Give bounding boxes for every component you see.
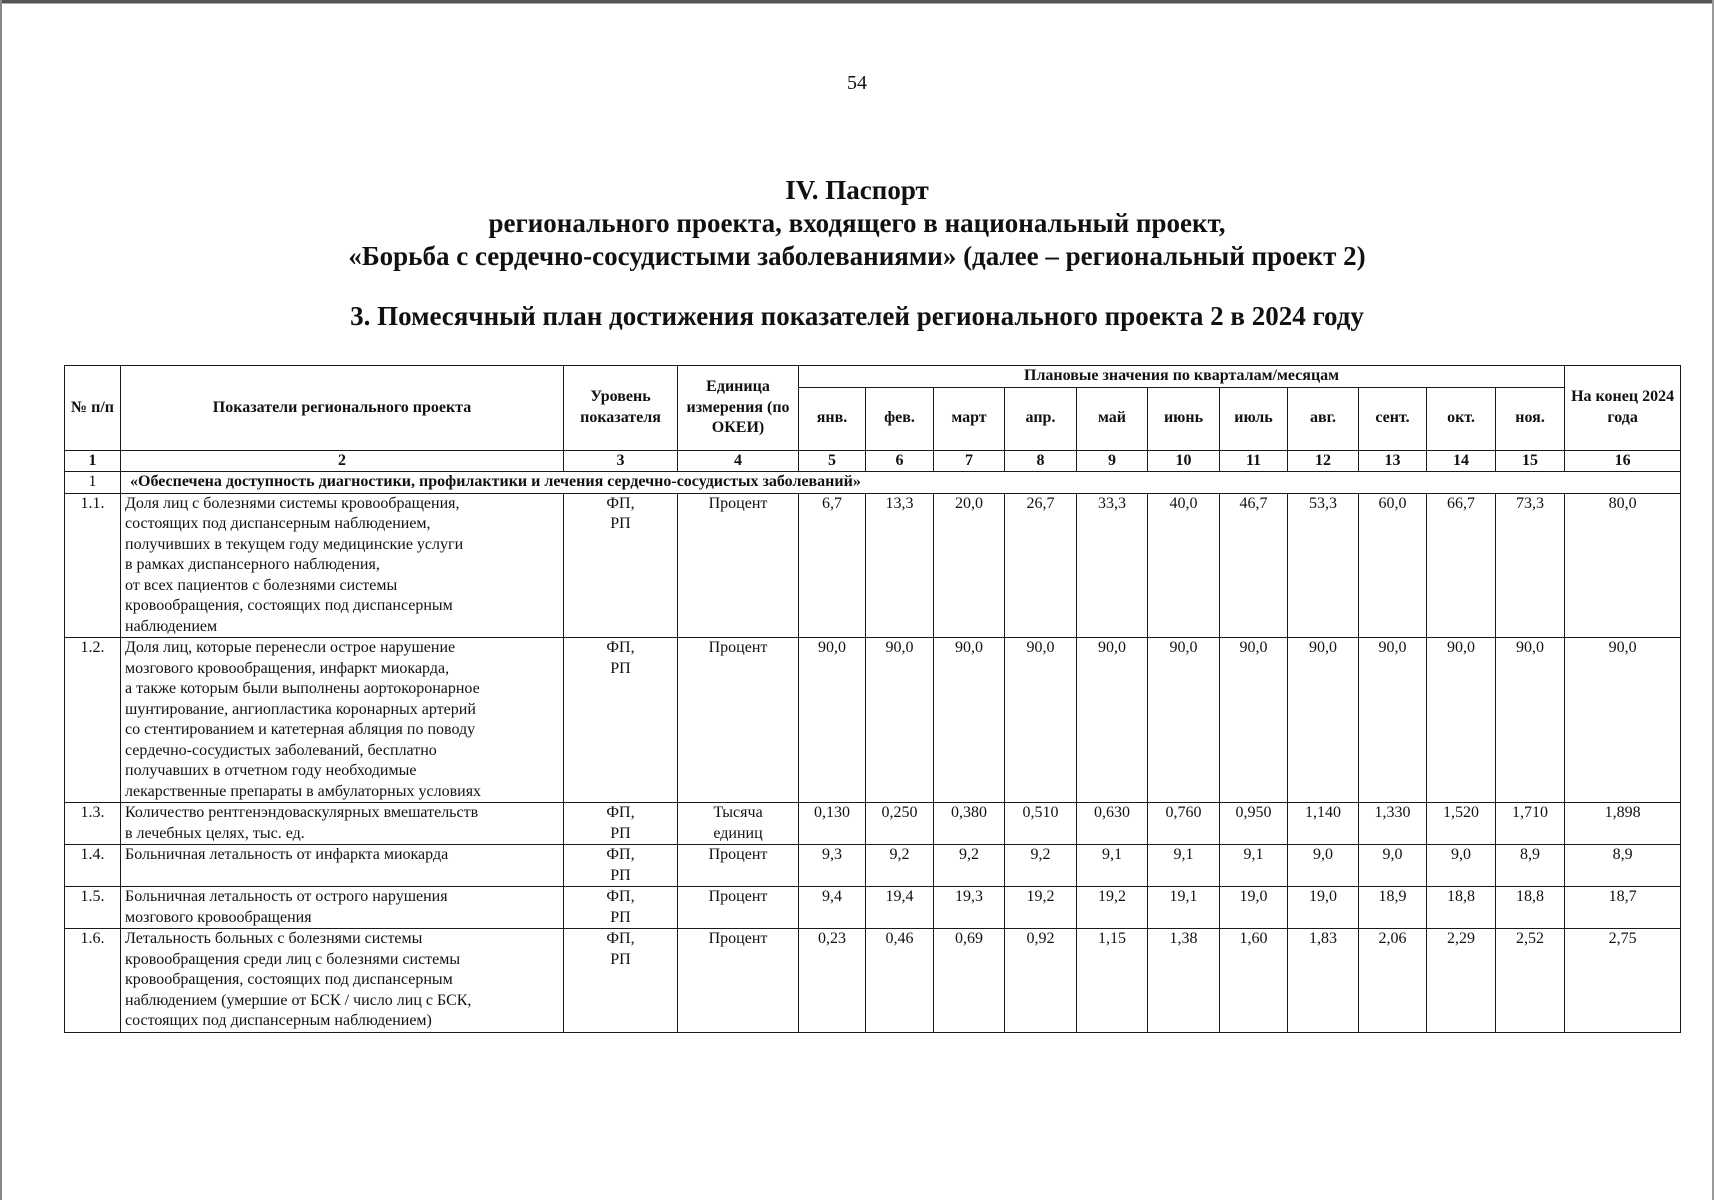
indicator-name-line: в лечебных целях, тыс. ед.: [125, 824, 305, 842]
header-level: Уровень показателя: [564, 366, 678, 451]
header-month: ноя.: [1496, 387, 1565, 450]
month-value: 90,0: [1288, 638, 1359, 803]
month-value: 19,4: [866, 887, 934, 929]
indicator-level: [564, 493, 678, 638]
indicator-unit: [678, 929, 799, 1033]
indicator-name-line: состоящих под диспансерным наблюдением): [125, 1012, 432, 1029]
indicator-name-line: а также которым были выполнены аортокоронарное: [125, 680, 480, 697]
month-value: 9,1: [1077, 845, 1148, 887]
column-number: 5: [799, 450, 866, 472]
column-number-row: [65, 450, 1681, 472]
indicator-name-line: со стентированием и катетерная абляция по поводу: [125, 721, 476, 738]
month-value: 0,69: [934, 929, 1005, 1033]
indicator-name: [121, 803, 564, 845]
row-num: 1.1.: [65, 493, 121, 638]
month-value: 8,9: [1496, 845, 1565, 887]
header-month: июль: [1220, 387, 1288, 450]
title-line-3: «Борьба с сердечно-сосудистыми заболеваниями» (далее – региональный проект 2): [348, 241, 1366, 271]
month-value: 9,1: [1220, 845, 1288, 887]
indicator-level-line: РП: [610, 950, 631, 968]
month-value: 2,06: [1359, 929, 1427, 1033]
table-row: [65, 845, 1681, 887]
month-value: 90,0: [1148, 638, 1220, 803]
title-line-2: регионального проекта, входящего в национальный проект,: [488, 208, 1226, 238]
indicator-unit-line: Процент: [708, 888, 768, 905]
header-month: окт.: [1427, 387, 1496, 450]
column-number: 13: [1359, 450, 1427, 472]
month-value: 19,1: [1148, 887, 1220, 929]
indicator-name-line: кровообращения среди лиц с болезнями системы: [125, 950, 461, 968]
indicator-name-line: наблюдением (умершие от БСК / число лиц с БСК,: [125, 991, 472, 1009]
month-value: 0,630: [1077, 803, 1148, 845]
column-number: 12: [1288, 450, 1359, 472]
header-month: фев.: [866, 387, 934, 450]
indicator-name-line: Доля лиц с болезнями системы кровообращения,: [125, 494, 460, 512]
indicator-unit: [678, 493, 799, 638]
indicator-name-line: Летальность больных с болезнями системы: [125, 930, 423, 947]
month-value: 20,0: [934, 493, 1005, 638]
month-value: 0,92: [1005, 929, 1077, 1033]
indicator-name-line: от всех пациентов с болезнями системы: [125, 576, 398, 594]
table-row: [65, 493, 1681, 638]
column-number: 8: [1005, 450, 1077, 472]
month-value: 9,0: [1288, 845, 1359, 887]
indicator-unit-line: Процент: [708, 846, 768, 863]
indicator-name-line: состоящих под диспансерным наблюдением,: [125, 515, 431, 532]
month-value: 90,0: [1496, 638, 1565, 803]
month-value: 1,710: [1496, 803, 1565, 845]
indicator-level-line: РП: [610, 659, 631, 677]
month-value: 19,2: [1005, 887, 1077, 929]
header-month: апр.: [1005, 387, 1077, 450]
header-month: май: [1077, 387, 1148, 450]
indicator-unit-line: единиц: [713, 824, 763, 842]
column-number: 10: [1148, 450, 1220, 472]
month-value: 19,0: [1288, 887, 1359, 929]
end-of-year-value: 8,9: [1565, 845, 1681, 887]
month-value: 1,60: [1220, 929, 1288, 1033]
month-value: 0,950: [1220, 803, 1288, 845]
table-row: [65, 803, 1681, 845]
month-value: 33,3: [1077, 493, 1148, 638]
indicator-name-line: получивших в текущем году медицинские услуги: [125, 535, 464, 553]
indicator-name-line: в рамках диспансерного наблюдения,: [125, 556, 380, 573]
indicator-level: [564, 803, 678, 845]
indicator-level-line: ФП,: [606, 888, 635, 905]
month-value: 0,23: [799, 929, 866, 1033]
month-value: 0,250: [866, 803, 934, 845]
section-num: 1: [65, 472, 121, 494]
indicator-name-line: сердечно-сосудистых заболеваний, бесплатно: [125, 741, 437, 759]
end-of-year-value: 80,0: [1565, 493, 1681, 638]
row-num: 1.6.: [65, 929, 121, 1033]
header-month: янв.: [799, 387, 866, 450]
month-value: 9,1: [1148, 845, 1220, 887]
row-num: 1.3.: [65, 803, 121, 845]
month-value: 90,0: [866, 638, 934, 803]
indicator-name-line: кровообращения, состоящих под диспансерным: [125, 597, 453, 614]
month-value: 9,2: [1005, 845, 1077, 887]
indicator-name-line: мозгового кровообращения: [125, 908, 312, 926]
title-line-1: IV. Паспорт: [785, 175, 929, 205]
month-value: 73,3: [1496, 493, 1565, 638]
column-number: 11: [1220, 450, 1288, 472]
end-of-year-value: 18,7: [1565, 887, 1681, 929]
end-of-year-value: 2,75: [1565, 929, 1681, 1033]
month-value: 1,38: [1148, 929, 1220, 1033]
header-month: июнь: [1148, 387, 1220, 450]
month-value: 19,2: [1077, 887, 1148, 929]
indicator-name: [121, 493, 564, 638]
indicator-plan-table: [64, 365, 1681, 1033]
column-number: 3: [564, 450, 678, 472]
indicator-level-line: РП: [610, 515, 631, 532]
indicator-level: [564, 845, 678, 887]
indicator-level-line: ФП,: [606, 930, 635, 947]
header-month: март: [934, 387, 1005, 450]
month-value: 13,3: [866, 493, 934, 638]
table-row: [65, 929, 1681, 1033]
indicator-name-line: шунтирование, ангиопластика коронарных артерий: [125, 700, 476, 718]
indicator-unit: [678, 803, 799, 845]
indicator-level-line: ФП,: [606, 639, 635, 656]
indicator-name-line: мозгового кровообращения, инфаркт миокарда,: [125, 659, 450, 677]
column-number: 16: [1565, 450, 1681, 472]
header-planned-values: Плановые значения по кварталам/месяцам: [799, 366, 1565, 388]
column-number: 7: [934, 450, 1005, 472]
page-number: 54: [847, 72, 867, 94]
section-title: «Обеспечена доступность диагностики, профилактики и лечения сердечно-сосудистых заболеваний»: [121, 472, 1681, 494]
header-end-of-year: На конец 2024 года: [1565, 366, 1681, 451]
indicator-name-line: Больничная летальность от острого нарушения: [125, 888, 448, 905]
indicator-unit-line: Процент: [708, 494, 768, 512]
row-num: 1.2.: [65, 638, 121, 803]
month-value: 60,0: [1359, 493, 1427, 638]
column-number: 1: [65, 450, 121, 472]
indicator-level-line: ФП,: [606, 494, 635, 512]
table-row: [65, 638, 1681, 803]
indicator-name-line: Доля лиц, которые перенесли острое нарушение: [125, 639, 456, 656]
month-value: 18,9: [1359, 887, 1427, 929]
month-value: 90,0: [1427, 638, 1496, 803]
indicator-name-line: кровообращения, состоящих под диспансерным: [125, 971, 453, 988]
indicator-level-line: РП: [610, 824, 631, 842]
table-row: [65, 887, 1681, 929]
indicator-name-line: Больничная летальность от инфаркта миокарда: [125, 846, 449, 863]
month-value: 90,0: [1077, 638, 1148, 803]
month-value: 1,140: [1288, 803, 1359, 845]
indicator-level-line: ФП,: [606, 804, 635, 821]
indicator-level: [564, 929, 678, 1033]
indicator-name-line: Количество рентгенэндоваскулярных вмешательств: [125, 804, 479, 821]
indicator-name-line: лекарственные препараты в амбулаторных условиях: [125, 782, 482, 800]
indicator-level: [564, 887, 678, 929]
month-value: 19,3: [934, 887, 1005, 929]
indicator-unit: [678, 887, 799, 929]
month-value: 0,130: [799, 803, 866, 845]
month-value: 0,510: [1005, 803, 1077, 845]
column-number: 9: [1077, 450, 1148, 472]
row-num: 1.5.: [65, 887, 121, 929]
indicator-level-line: РП: [610, 866, 631, 884]
table-body: [65, 450, 1681, 1032]
month-value: 0,380: [934, 803, 1005, 845]
indicator-level-line: ФП,: [606, 846, 635, 863]
month-value: 1,330: [1359, 803, 1427, 845]
header-unit: Единица измерения (по ОКЕИ): [678, 366, 799, 451]
month-value: 9,2: [866, 845, 934, 887]
indicator-level-line: РП: [610, 908, 631, 926]
month-value: 19,0: [1220, 887, 1288, 929]
indicator-unit-line: Процент: [708, 930, 768, 947]
month-value: 90,0: [799, 638, 866, 803]
column-number: 4: [678, 450, 799, 472]
month-value: 26,7: [1005, 493, 1077, 638]
month-value: 9,3: [799, 845, 866, 887]
scan-edge-top-inner: [0, 3, 1714, 4]
month-value: 2,29: [1427, 929, 1496, 1033]
indicator-name: [121, 845, 564, 887]
month-value: 1,15: [1077, 929, 1148, 1033]
end-of-year-value: 1,898: [1565, 803, 1681, 845]
month-value: 6,7: [799, 493, 866, 638]
month-value: 0,46: [866, 929, 934, 1033]
month-value: 9,4: [799, 887, 866, 929]
month-value: 40,0: [1148, 493, 1220, 638]
month-value: 9,0: [1427, 845, 1496, 887]
month-value: 90,0: [1359, 638, 1427, 803]
column-number: 14: [1427, 450, 1496, 472]
month-value: 90,0: [1220, 638, 1288, 803]
month-value: 18,8: [1427, 887, 1496, 929]
row-num: 1.4.: [65, 845, 121, 887]
month-value: 53,3: [1288, 493, 1359, 638]
month-value: 2,52: [1496, 929, 1565, 1033]
section-subtitle: 3. Помесячный план достижения показателей регионального проекта 2 в 2024 году: [350, 301, 1364, 331]
month-value: 1,83: [1288, 929, 1359, 1033]
indicator-name-line: наблюдением: [125, 617, 218, 635]
month-value: 9,2: [934, 845, 1005, 887]
month-value: 18,8: [1496, 887, 1565, 929]
header-month: сент.: [1359, 387, 1427, 450]
column-number: 6: [866, 450, 934, 472]
month-value: 0,760: [1148, 803, 1220, 845]
header-month: авг.: [1288, 387, 1359, 450]
month-value: 1,520: [1427, 803, 1496, 845]
indicator-name-line: получавших в отчетном году необходимые: [125, 762, 417, 779]
indicator-unit-line: Тысяча: [713, 804, 763, 821]
month-value: 66,7: [1427, 493, 1496, 638]
section-row: [65, 472, 1681, 494]
indicator-name: [121, 638, 564, 803]
indicator-unit: [678, 638, 799, 803]
indicator-unit-line: Процент: [708, 639, 768, 656]
month-value: 46,7: [1220, 493, 1288, 638]
month-value: 90,0: [934, 638, 1005, 803]
header-indicator: Показатели регионального проекта: [121, 366, 564, 451]
month-value: 90,0: [1005, 638, 1077, 803]
indicator-name: [121, 887, 564, 929]
header-num: № п/п: [65, 366, 121, 451]
month-value: 9,0: [1359, 845, 1427, 887]
column-number: 15: [1496, 450, 1565, 472]
column-number: 2: [121, 450, 564, 472]
indicator-level: [564, 638, 678, 803]
end-of-year-value: 90,0: [1565, 638, 1681, 803]
indicator-unit: [678, 845, 799, 887]
indicator-name: [121, 929, 564, 1033]
